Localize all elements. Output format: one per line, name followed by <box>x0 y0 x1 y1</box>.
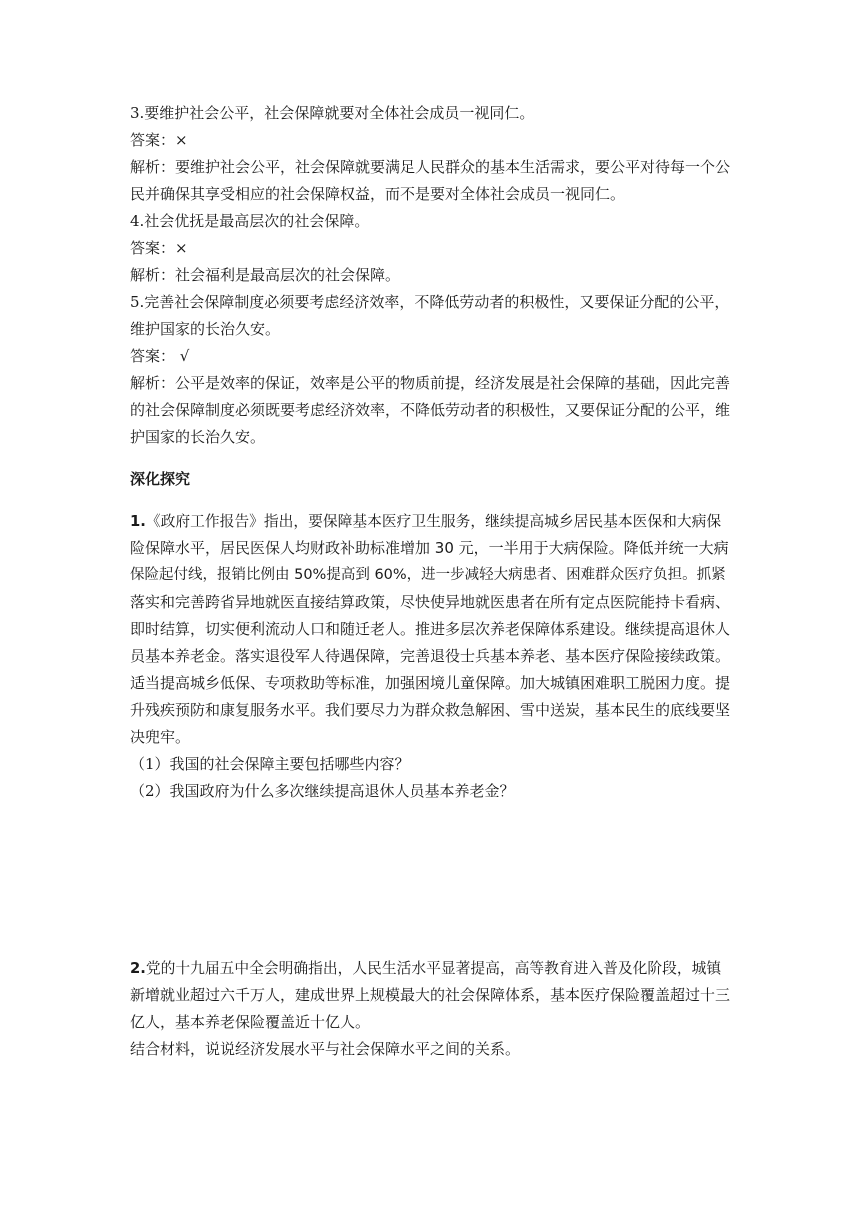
answer-space <box>130 805 730 955</box>
inquiry-1-line-3: 保险起付线，报销比例由 50%提高到 60%，进一步减轻大病患者、困难群众医疗负担。抓紧 <box>130 567 726 583</box>
analysis-5-line-2: 的社会保障制度必须既要考虑经济效率，不降低劳动者的积极性，又要保证分配的公平，维 <box>130 401 731 419</box>
analysis-5-line-3: 护国家的长治久安。 <box>130 428 266 446</box>
inquiry-1-line-4: 落实和完善跨省异地就医直接结算政策，尽快使异地就医患者在所有定点医院能持卡看病、 <box>130 593 731 611</box>
answer-5: 答案： √ <box>130 347 190 365</box>
inquiry-1-text-1: 《政府工作报告》指出，要保障基本医疗卫生服务，继续提高城乡居民基本医保和大病保 <box>145 513 722 530</box>
question-4: 4.社会优抚是最高层次的社会保障。 <box>130 212 370 230</box>
inquiry-1-line-5: 即时结算，切实便利流动人口和随迁老人。推进多层次养老保障体系建设。继续提高退休人 <box>130 620 731 638</box>
inquiry-2-line-3: 亿人，基本养老保险覆盖近十亿人。 <box>130 1013 371 1031</box>
answer-4: 答案：× <box>130 239 188 257</box>
inquiry-1-line-8: 升残疾预防和康复服务水平。我们要尽力为群众救急解困、雪中送炭，基本民生的底线要坚 <box>130 701 731 719</box>
inquiry-1-line-1 <box>130 508 730 535</box>
inquiry-2-text-1: 党的十九届五中全会明确指出，人民生活水平显著提高，高等教育进入普及化阶段，城镇 <box>145 960 722 977</box>
inquiry-1-number: 1. <box>130 513 146 530</box>
inquiry-2-line-2: 新增就业超过六千万人，建成世界上规模最大的社会保障体系，基本医疗保险覆盖超过十三 <box>130 986 731 1004</box>
question-5-line-2: 维护国家的长治久安。 <box>130 320 281 338</box>
analysis-5-line-1: 解析：公平是效率的保证，效率是公平的物质前提，经济发展是社会保障的基础，因此完善 <box>130 374 731 392</box>
answer-3: 答案：× <box>130 131 188 149</box>
analysis-3-line-1: 解析：要维护社会公平，社会保障就要满足人民群众的基本生活需求，要公平对待每一个公 <box>130 158 731 176</box>
question-3: 3.要维护社会公平，社会保障就要对全体社会成员一视同仁。 <box>130 104 535 122</box>
inquiry-2-question: 结合材料，说说经济发展水平与社会保障水平之间的关系。 <box>130 1040 521 1058</box>
inquiry-1-line-6: 员基本养老金。落实退役军人待遇保障，完善退役士兵基本养老、基本医疗保险接续政策。 <box>130 647 731 665</box>
analysis-4: 解析：社会福利是最高层次的社会保障。 <box>130 266 401 284</box>
inquiry-1-question-1: （1）我国的社会保障主要包括哪些内容？ <box>130 755 410 773</box>
question-5-line-1: 5.完善社会保障制度必须要考虑经济效率，不降低劳动者的积极性，又要保证分配的公平， <box>130 293 730 311</box>
inquiry-1-line-9: 决兜牢。 <box>130 728 191 746</box>
inquiry-2-line-1 <box>130 955 730 982</box>
inquiry-1-question-2: （2）我国政府为什么多次继续提高退休人员基本养老金？ <box>130 782 515 800</box>
inquiry-1-line-7: 适当提高城乡低保、专项救助等标准，加强困境儿童保障。加大城镇困难职工脱困力度。提 <box>130 674 731 692</box>
document-page <box>130 100 730 1063</box>
inquiry-2-number: 2. <box>130 960 146 977</box>
inquiry-1-line-2: 险保障水平，居民医保人均财政补助标准增加 30 元，一半用于大病保险。降低并统一大病 <box>130 539 729 557</box>
section-heading: 深化探究 <box>130 470 191 488</box>
analysis-3-line-2: 民并确保其享受相应的社会保障权益，而不是要对全体社会成员一视同仁。 <box>130 185 626 203</box>
